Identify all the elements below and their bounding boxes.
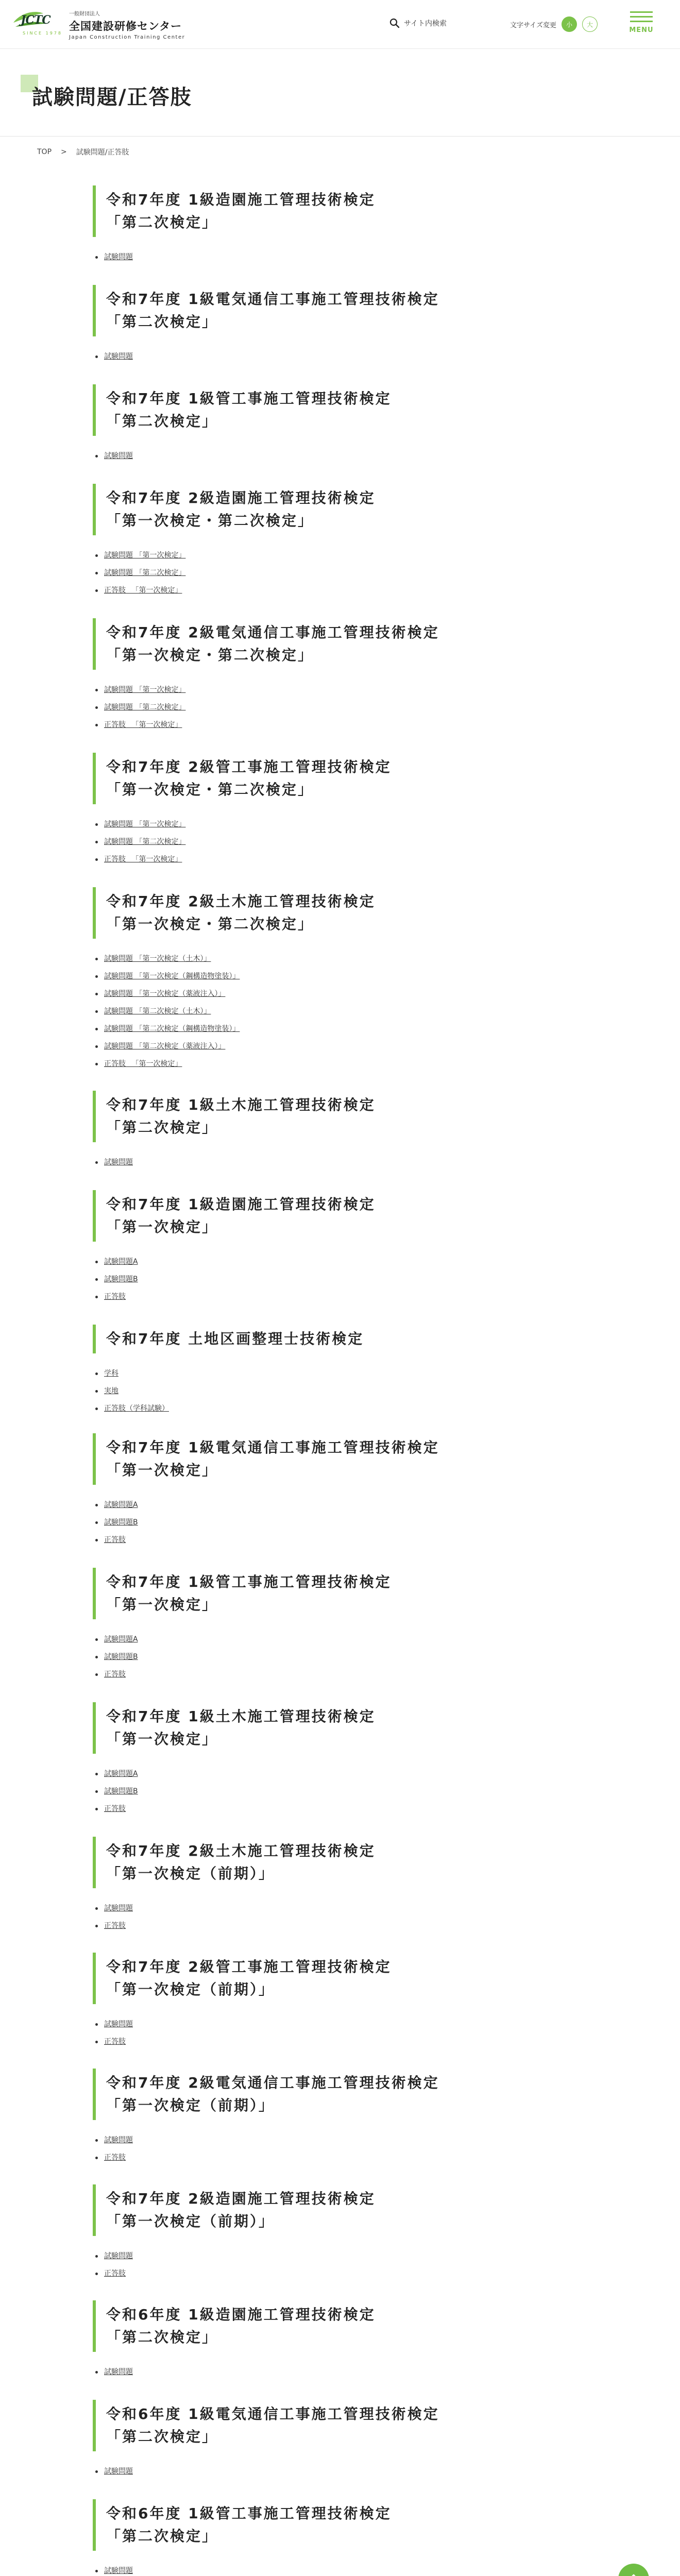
document-link[interactable]: 試験問題A [104,1770,138,1778]
exam-section [93,2300,556,2381]
list-item [93,1631,556,1648]
exam-section [93,285,556,365]
list-item [93,1253,556,1270]
section-heading [93,1953,556,2004]
list-item [93,699,556,716]
document-link[interactable]: 試験問題 「第一次検定（鋼構造物塗装）」 [104,972,240,980]
font-size-large-button[interactable]: 大 [582,16,598,32]
document-link[interactable]: 正答肢 [104,1293,126,1301]
list-item [93,2247,556,2265]
exam-section [93,1837,556,1935]
list-item [93,582,556,599]
document-link[interactable]: 正答肢 [104,2269,126,2278]
list-item [93,2015,556,2033]
document-link[interactable]: 試験問題 「第二次検定（薬液注入）」 [104,1042,226,1050]
list-item [93,2265,556,2282]
page-top-button[interactable] [618,2564,649,2576]
document-link[interactable]: 試験問題 [104,1904,133,1912]
list-item [93,2149,556,2166]
document-link[interactable]: 試験問題B [104,1787,138,1795]
list-item [93,851,556,868]
document-link-list [93,1765,556,1818]
section-heading [93,887,556,939]
document-link[interactable]: 試験問題B [104,1275,138,1283]
exam-section [93,2499,556,2576]
section-heading-line1: 令和7年度 1級土木施工管理技術検定 [106,1708,376,1725]
list-item [93,1365,556,1382]
section-heading-line1: 令和7年度 2級造園施工管理技術検定 [106,489,376,506]
document-link[interactable]: 正答肢 [104,1536,126,1544]
document-link-list [93,2463,556,2480]
section-heading-line2: 「第一次検定・第二次検定」 [106,512,314,529]
section-heading [93,285,556,336]
menu-button[interactable] [627,8,655,39]
section-heading [93,1433,556,1485]
section-heading [93,1702,556,1754]
section-heading-line1: 令和7年度 1級電気通信工事施工管理技術検定 [106,291,439,308]
breadcrumb-top-link[interactable]: TOP [37,148,52,156]
document-link[interactable]: 正答肢（学科試験） [104,1404,169,1413]
list-item [93,1288,556,1306]
section-heading-line1: 令和7年度 2級電気通信工事施工管理技術検定 [106,624,439,641]
exam-section [93,1091,556,1171]
section-heading-line1: 令和7年度 1級管工事施工管理技術検定 [106,390,392,407]
exam-section [93,618,556,734]
document-link[interactable]: 試験問題 [104,2020,133,2028]
list-item [93,1514,556,1531]
section-heading-line1: 令和7年度 2級土木施工管理技術検定 [106,893,376,910]
section-heading-line1: 令和7年度 2級土木施工管理技術検定 [106,1842,376,1859]
document-link[interactable]: 試験問題A [104,1635,138,1643]
list-item [93,2463,556,2480]
document-link[interactable]: 試験問題 「第二次検定」 [104,569,186,577]
section-heading [93,1837,556,1888]
section-heading [93,484,556,535]
section-heading-line1: 令和7年度 2級電気通信工事施工管理技術検定 [106,2074,439,2091]
section-heading-line2: 「第一次検定」 [106,1731,218,1748]
list-item [93,1382,556,1400]
exam-section [93,484,556,599]
list-item [93,1400,556,1417]
exam-section [93,1325,556,1417]
document-link[interactable]: 正答肢 「第一次検定」 [104,721,182,729]
document-link[interactable]: 試験問題 「第一次検定（薬液注入）」 [104,990,226,998]
font-size-switcher [510,16,598,32]
arrow-up-icon [626,2572,641,2576]
breadcrumb [37,147,129,157]
logo-mark [11,8,63,39]
document-link[interactable]: 正答肢 「第一次検定」 [104,1060,182,1068]
document-link-list [93,681,556,734]
list-item [93,547,556,564]
document-link[interactable]: 試験問題 「第二次検定」 [104,703,186,711]
section-heading-line1: 令和7年度 1級造園施工管理技術検定 [106,191,376,208]
section-heading-line1: 令和6年度 1級電気通信工事施工管理技術検定 [106,2405,439,2422]
document-link[interactable]: 正答肢 [104,1805,126,1813]
section-heading-line1: 令和7年度 1級土木施工管理技術検定 [106,1096,376,1113]
list-item [93,1900,556,1917]
list-item [93,950,556,968]
logo-since-text: SINCE 1978 [23,31,62,36]
document-link-list [93,950,556,1073]
section-heading [93,2069,556,2120]
section-heading-line2: 「第一次検定」 [106,1462,218,1479]
logo-jctc-text: JCTC [21,13,50,27]
document-link[interactable]: 試験問題B [104,1653,138,1661]
search-label: サイト内検索 [404,20,447,28]
exam-section [93,2184,556,2282]
section-heading-line2: 「第一次検定（前期）」 [106,1981,275,1998]
section-heading [93,618,556,670]
list-item [93,1648,556,1666]
list-item [93,816,556,833]
exam-section [93,753,556,868]
list-item [93,968,556,985]
document-link-list [93,816,556,868]
document-link-list [93,1253,556,1306]
document-link[interactable]: 試験問題B [104,1518,138,1527]
exam-section [93,1953,556,2050]
document-link-list [93,1365,556,1417]
document-link[interactable]: 試験問題 「第二次検定（鋼構造物塗装）」 [104,1025,240,1033]
exam-section [93,1433,556,1549]
list-item [93,2363,556,2381]
list-item [93,2131,556,2149]
document-link[interactable]: 正答肢 「第一次検定」 [104,586,182,595]
exam-section [93,1702,556,1818]
exam-section [93,2069,556,2166]
breadcrumb-current: 試験問題/正答肢 [76,148,129,157]
search-icon [389,18,400,28]
section-heading-line2: 「第二次検定」 [106,2329,218,2346]
list-item [93,1917,556,1935]
section-heading-line2: 「第二次検定」 [106,2528,218,2545]
document-link[interactable]: 試験問題 [104,253,133,261]
exam-section [93,1568,556,1683]
exam-section [93,887,556,1073]
section-heading-line1: 令和6年度 1級管工事施工管理技術検定 [106,2505,392,2522]
list-item [93,1531,556,1549]
section-heading-line2: 「第一次検定・第二次検定」 [106,647,314,664]
document-link[interactable]: 試験問題 「第一次検定」 [104,551,186,560]
list-item [93,348,556,365]
logo-name: 全国建設研修センター [69,20,182,32]
list-item [93,716,556,734]
document-link[interactable]: 試験問題 「第一次検定」 [104,820,186,828]
document-link-list [93,2015,556,2050]
document-link[interactable]: 試験問題 [104,452,133,460]
section-heading [93,1091,556,1142]
site-header [0,0,680,49]
document-link[interactable]: 試験問題 [104,2136,133,2144]
list-item [93,2562,556,2576]
document-link-list [93,547,556,599]
section-heading [93,2184,556,2236]
section-heading [93,2499,556,2551]
list-item [93,2033,556,2050]
section-heading-line2: 「第一次検定・第二次検定」 [106,781,314,798]
list-item [93,1496,556,1514]
document-link[interactable]: 正答肢 [104,1922,126,1930]
document-link[interactable]: 試験問題A [104,1258,138,1266]
logo-english-name: Japan Construction Training Center [69,35,185,40]
exam-section [93,1190,556,1306]
exam-section [93,2400,556,2480]
section-heading-line1: 令和7年度 2級管工事施工管理技術検定 [106,1958,392,1975]
document-link[interactable]: 正答肢 [104,2154,126,2162]
document-link[interactable]: 試験問題 「第一次検定（土木）」 [104,955,211,963]
document-link-list [93,2131,556,2166]
section-heading-line2: 「第一次検定（前期）」 [106,2213,275,2230]
list-item [93,1270,556,1288]
list-item [93,1003,556,1020]
document-link[interactable]: 正答肢 [104,2038,126,2046]
document-link-list [93,2363,556,2381]
document-link-list [93,447,556,465]
exam-section [93,185,556,266]
section-heading-line1: 令和7年度 2級管工事施工管理技術検定 [106,758,392,775]
document-link[interactable]: 試験問題 「第一次検定」 [104,686,186,694]
section-heading-line1: 令和7年度 1級造園施工管理技術検定 [106,1196,376,1213]
document-link[interactable]: 試験問題 [104,352,133,361]
section-heading-line1: 令和7年度 1級管工事施工管理技術検定 [106,1573,392,1590]
page-title: 試験問題/正答肢 [32,86,192,109]
document-link[interactable]: 試験問題 [104,2252,133,2260]
list-item [93,1783,556,1800]
font-size-label: 文字サイズ変更 [510,21,556,29]
document-link[interactable]: 正答肢 [104,1670,126,1679]
document-link[interactable]: 試験問題 [104,2368,133,2376]
document-link-list [93,2247,556,2282]
list-item [93,681,556,699]
section-heading-line2: 「第二次検定」 [106,1119,218,1136]
list-item [93,1765,556,1783]
section-heading [93,1568,556,1619]
list-item [93,1154,556,1171]
document-link-list [93,1154,556,1171]
site-logo[interactable] [11,8,197,39]
document-link[interactable]: 試験問題 [104,1158,133,1166]
section-heading [93,384,556,436]
list-item [93,248,556,266]
section-heading-line2: 「第一次検定（前期）」 [106,1865,275,1882]
document-link[interactable]: 試験問題A [104,1501,138,1509]
list-item [93,1020,556,1038]
section-heading-line2: 「第二次検定」 [106,2428,218,2445]
document-link[interactable]: 試験問題 [104,2467,133,2476]
section-heading-line2: 「第一次検定（前期）」 [106,2097,275,2114]
section-heading-line1: 令和7年度 土地区画整理士技術検定 [106,1330,364,1347]
section-heading-line2: 「第一次検定・第二次検定」 [106,916,314,933]
site-search-button[interactable] [389,16,447,30]
document-link[interactable]: 試験問題 「第二次検定（土木）」 [104,1007,211,1015]
section-heading [93,1190,556,1242]
section-heading [93,2400,556,2451]
list-item [93,985,556,1003]
section-heading-line2: 「第一次検定」 [106,1218,218,1235]
font-size-small-button[interactable]: 小 [562,16,577,32]
list-item [93,447,556,465]
document-link[interactable]: 試験問題 「第二次検定」 [104,838,186,846]
menu-label: MENU [629,26,654,34]
section-heading-line2: 「第二次検定」 [106,313,218,330]
document-link-list [93,348,556,365]
page-title-area [0,49,680,137]
section-heading-line1: 令和7年度 1級電気通信工事施工管理技術検定 [106,1439,439,1456]
section-heading [93,1325,556,1353]
section-heading-line1: 令和7年度 2級造園施工管理技術検定 [106,2190,376,2207]
breadcrumb-separator: > [61,148,67,156]
list-item [93,1800,556,1818]
document-link-list [93,248,556,266]
list-item [93,564,556,582]
section-heading [93,753,556,804]
document-link[interactable]: 試験問題 [104,2567,133,2575]
document-link-list [93,1900,556,1935]
section-heading-line2: 「第二次検定」 [106,413,218,430]
document-link-list [93,1496,556,1549]
section-heading [93,2300,556,2352]
list-item [93,1666,556,1683]
exam-section [93,384,556,465]
section-heading-line2: 「第二次検定」 [106,214,218,231]
logo-subtitle: 一般財団法人 [69,11,100,17]
document-link[interactable]: 学科 [104,1369,118,1378]
section-heading-line1: 令和6年度 1級造園施工管理技術検定 [106,2306,376,2323]
hamburger-icon [627,11,655,22]
list-item [93,833,556,851]
list-item [93,1038,556,1055]
section-heading [93,185,556,237]
document-link-list [93,2562,556,2576]
section-heading-line2: 「第一次検定」 [106,1596,218,1613]
list-item [93,1055,556,1073]
document-link[interactable]: 正答肢 「第一次検定」 [104,855,182,863]
document-link[interactable]: 実地 [104,1387,118,1395]
document-link-list [93,1631,556,1683]
